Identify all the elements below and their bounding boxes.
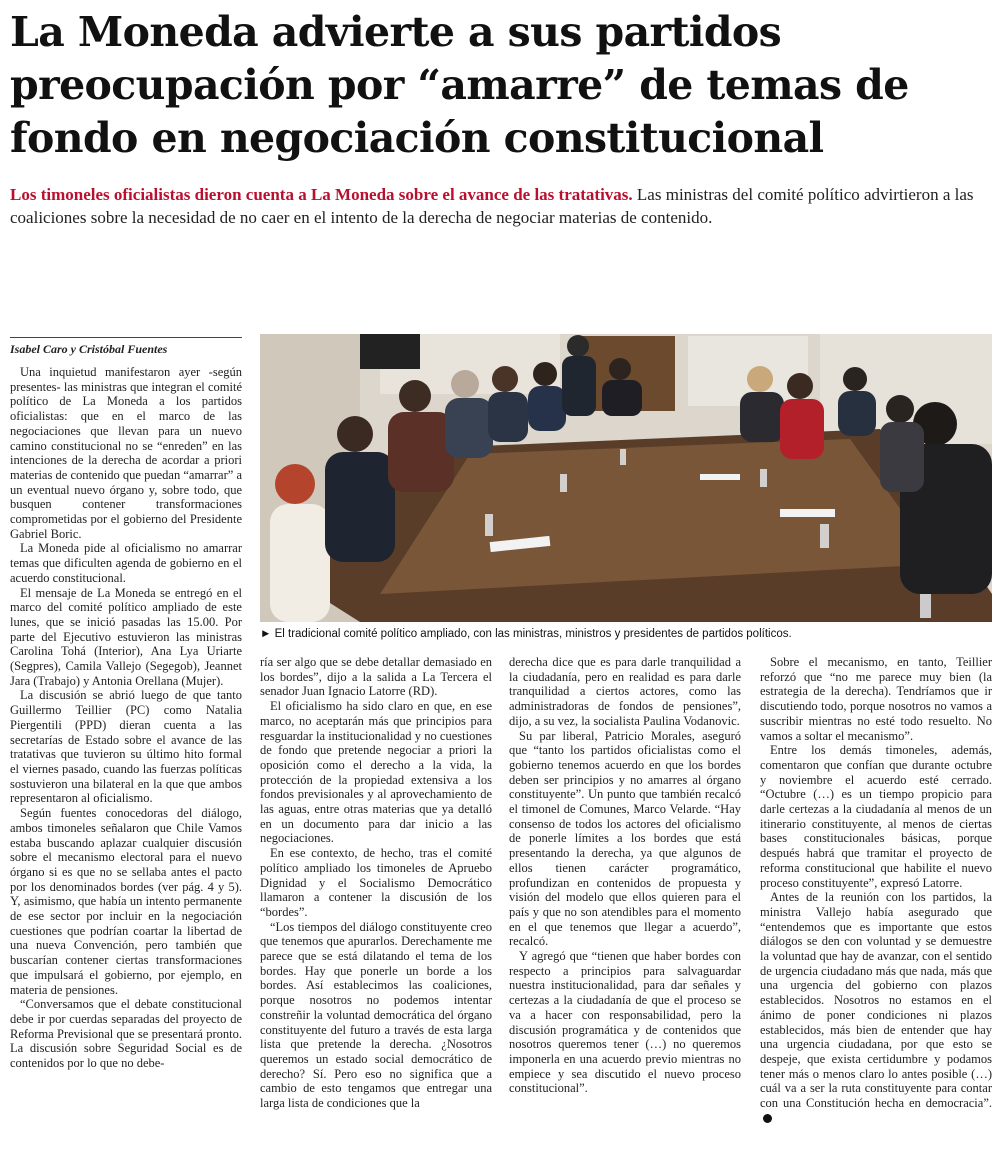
paragraph: Una inquietud manifestaron ayer -según presentes- las ministras que integran el comité político de La Moneda a los partidos oficialistas: que en el marco de las negociaciones que llevan para un nuevo camino constitucional no se “enreden” en las intenciones de la derecha de acordar a priori materias de contenido que puedan “amarrar” a un eventual nuevo órgano y, sobre todo, que busquen contener transformaciones comprometidas por el gobierno del Presidente Gabriel Boric.	[10, 365, 242, 541]
article-column-1	[10, 365, 242, 1071]
paragraph: derecha dice que es para darle tranquilidad a la ciudadanía, pero en realidad es para darle tranquilidad a ciertos actores, como las administradoras de fondos de pensiones”, dijo, a su vez, la socialista Paulina Vodanovic.	[509, 655, 741, 728]
paragraph: La discusión se abrió luego de que tanto Guillermo Teillier (PC) como Natalia Piergentili (PPD) dieran cuenta a las secretarías de Estado sobre el avance de las tratativas que tuvieron su último hito formal el viernes pasado, cuando las fuerzas políticas sostuvieron una bilateral en la que que ambos representaron al oficialismo.	[10, 688, 242, 806]
end-mark-icon	[763, 1114, 772, 1123]
article-column-3	[509, 655, 741, 1096]
paragraph: La Moneda pide al oficialismo no amarrar temas que dificulten agenda de gobierno en el acuerdo constitucional.	[10, 541, 242, 585]
article-column-4	[760, 655, 992, 1126]
paragraph: Y agregó que “tienen que haber bordes con respecto a principios para salvaguardar nuestra institucionalidad, para dar señales y certezas a la ciudadanía de que el proceso se va a hacer con responsabilidad, pero la discusión programática y de contenidos que nosotros queremos tener (…) no queremos imponerla en una acuerdo previo mientras no empiece y sea discutido el nuevo proceso constitucional”.	[509, 949, 741, 1096]
paragraph	[760, 890, 992, 1125]
paragraph: El oficialismo ha sido claro en que, en ese marco, no aceptarán más que principios para resguardar la institucionalidad y no cuestiones de fondo que pretende negociar a priori la oposición como el derecho a la vida, la protección de la propiedad extensiva a los fondos previsionales y al aprovechamiento de las aguas, entre otras materias que ya detalló en un documento para dar inicio a las negociaciones.	[260, 699, 492, 846]
paragraph: Su par liberal, Patricio Morales, aseguró que “tanto los partidos oficialistas como el gobierno tenemos acuerdo en que los bordes deben ser principios y no amarres al órgano constituyente”. Un punto que también recalcó el timonel de Comunes, Marco Velarde. “Hay consenso de todos los actores del oficialismo de ponerle límites a los bordes que está presentando la derecha, ya que algunos de ellos tienen carácter programático, profundizan en contenidos de propuesta y visión del modelo que ellos quieren para el país y que no son atendibles para el momento en el que tenemos que llegar a acuerdo”, recalcó.	[509, 728, 741, 949]
lead-paragraph	[10, 183, 990, 229]
meeting-photo	[260, 334, 992, 622]
paragraph-text: Antes de la reunión con los partidos, la ministra Vallejo había asegurado que “entendemos que es importante que estos diálogos se den con voluntad y se demuestre la voluntad que hay de avanzar, con el sentido de urgencia ciudadano más que nada, más que una urgencia del gobierno con plazos establecidos. Nosotros no estamos en el ánimo de poner condiciones ni plazos establecidos, más bien de entender que hay una urgencia ciudadana, por que esto se despeje, que exista certidumbre y podamos tener más o menos claro lo antes posible (…) cuál va a ser la ruta constituyente para contar con una Constitución hecha en democracia”.	[760, 890, 992, 1111]
paragraph: “Los tiempos del diálogo constituyente creo que tenemos que apurarlos. Derechamente me parece que se está dilatando el tema de los bordes. Hay que ponerle un borde a los bordes. Así establecimos las coaliciones, porque nosotros no podemos intentar constreñir la voluntad democrática del órgano constituyente del futuro a través de esta larga lista que pretende la derecha. ¿Nosotros queremos un estado social democrático de derecho? Sí. Pero eso no significa que a cambio de esto tengamos que entregar una larga lista de condiciones que la	[260, 919, 492, 1111]
article-column-2	[260, 655, 492, 1111]
photo-caption: ► El tradicional comité político ampliado, con las ministras, ministros y presidentes de partidos políticos.	[260, 628, 792, 640]
byline: Isabel Caro y Cristóbal Fuentes	[10, 337, 242, 357]
paragraph: ría ser algo que se debe detallar demasiado en los bordes”, dijo a la salida a La Tercera el senador Juan Ignacio Latorre (RD).	[260, 655, 492, 699]
paragraph: Entre los demás timoneles, además, comentaron que confían que durante octubre y noviembre el acuerdo esté cerrado. “Octubre (…) es un tiempo propicio para darle certezas a la ciudadanía al menos de un itinerario constituyente, al menos de ciertas bases constitucionales básicas, porque después habrá que tramitar el proyecto de reforma constitucional que habilite el nuevo proceso constituyente”, expresó Latorre.	[760, 743, 992, 890]
lead-text: Las ministras del comité político advirtieron a las coaliciones sobre la necesidad de no caer en el intento de la derecha de negociar materias de contenido.	[10, 185, 974, 227]
headline: La Moneda advierte a sus partidos preocupación por “amarre” de temas de fondo en negociación constitucional	[10, 8, 909, 162]
lead-highlight: Los timoneles oficialistas dieron cuenta a La Moneda sobre el avance de las tratativas.	[10, 185, 633, 204]
paragraph: El mensaje de La Moneda se entregó en el marco del comité político ampliado de este lunes, que se inició pasadas las 15.00. Por parte del Ejecutivo estuvieron las ministras Carolina Tohá (Interior), Ana Lya Uriarte (Segpres), Camila Vallejo (Segegob), Jeannet Jara (Trabajo) y Antonia Orellana (Mujer).	[10, 585, 242, 688]
paragraph: “Conversamos que el debate constitucional debe ir por cuerdas separadas del proyecto de Reforma Previsional que se presentará pronto. La discusión sobre Seguridad Social es de contenidos por lo que no debe-	[10, 997, 242, 1071]
paragraph: Según fuentes conocedoras del diálogo, ambos timoneles señalaron que Chile Vamos estaba buscando aplazar cualquier discusión sobre el mecanismo electoral para el nuevo órgano si es que no se sellaba antes el pacto por los denominados bordes (ver pág. 4 y 5). Y, asimismo, que había un intento permanente de ese sector por incluir en la negociación cuestiones que podrían coartar la libertad de una nueva Convención, pero también que buscarían contener ciertas transformaciones que impulsará el gobierno, por ejemplo, en materia de pensiones.	[10, 806, 242, 997]
paragraph: Sobre el mecanismo, en tanto, Teillier reforzó que “no me parece muy bien (la estrategia de la derecha). Tendríamos que ir discutiendo todo, porque nosotros no vamos a suscribir mientras no esté todo resuelto. No vamos a soltar el mecanismo”.	[760, 655, 992, 743]
paragraph: En ese contexto, de hecho, tras el comité político ampliado los timoneles de Apruebo Dignidad y el Socialismo Democrático llamaron a contener la discusión de los “bordes”.	[260, 846, 492, 919]
